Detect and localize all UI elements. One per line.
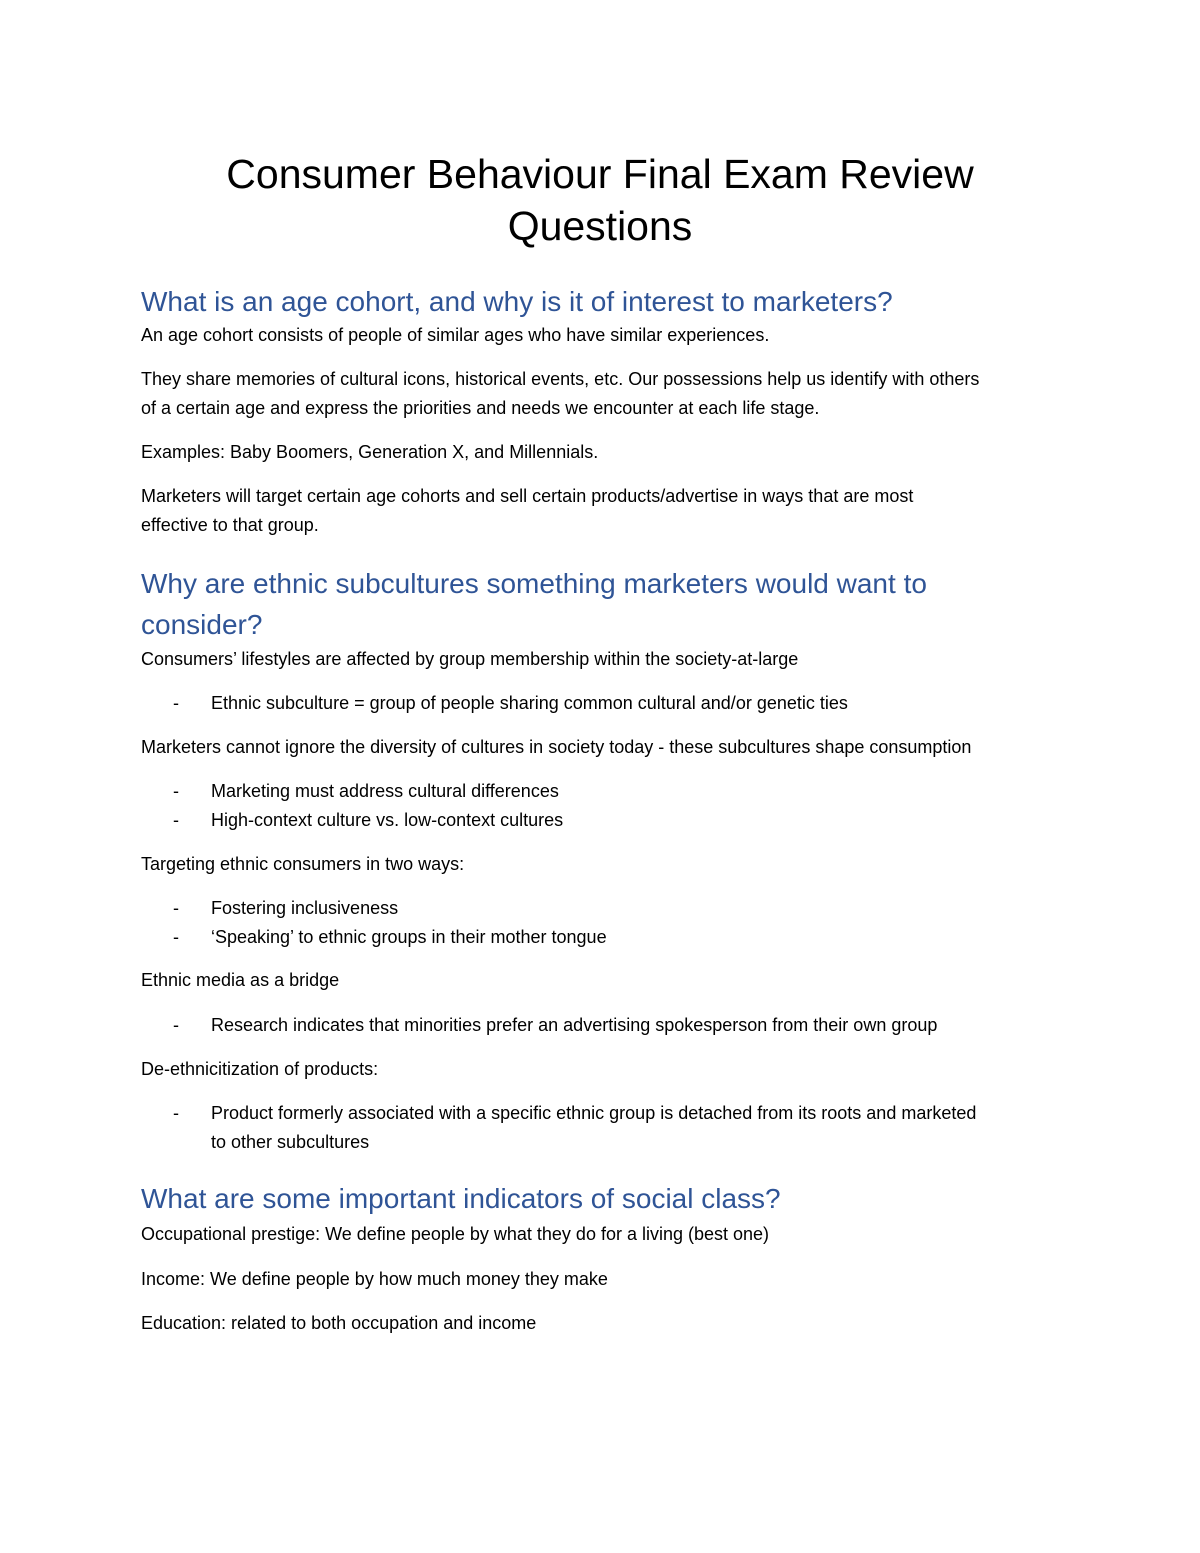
paragraph: Marketers cannot ignore the diversity of cultures in society today - these subcultures shape consumption (141, 737, 972, 757)
paragraph: of a certain age and express the priorities and needs we encounter at each life stage. (141, 398, 820, 418)
list-item-text: Fostering inclusiveness (211, 898, 399, 918)
section-heading-social-class: What are some important indicators of social class? (141, 1183, 781, 1214)
paragraph: Consumers’ lifestyles are affected by group membership within the society-at-large (141, 649, 799, 669)
bullet-dash: - (173, 693, 179, 713)
bullet-dash: - (173, 1015, 179, 1035)
section-heading-age-cohort: What is an age cohort, and why is it of interest to marketers? (141, 286, 893, 317)
list-item-text: ‘Speaking’ to ethnic groups in their mother tongue (211, 927, 607, 947)
paragraph: Marketers will target certain age cohorts and sell certain products/advertise in ways that are most (141, 486, 914, 506)
section-heading-ethnic-subcultures: Why are ethnic subcultures something marketers would want to (141, 568, 927, 599)
bullet-dash: - (173, 810, 179, 830)
list-item-text: Marketing must address cultural differences (211, 781, 559, 801)
paragraph: Targeting ethnic consumers in two ways: (141, 854, 465, 874)
paragraph: They share memories of cultural icons, historical events, etc. Our possessions help us identify with others (141, 369, 980, 389)
bullet-dash: - (173, 898, 179, 918)
paragraph: Education: related to both occupation and income (141, 1313, 537, 1333)
bullet-dash: - (173, 1103, 179, 1123)
list-item-text: Product formerly associated with a specific ethnic group is detached from its roots and marketed (211, 1103, 977, 1123)
title-line-1: Consumer Behaviour Final Exam Review (226, 151, 974, 197)
bullet-dash: - (173, 927, 179, 947)
bullet-dash: - (173, 781, 179, 801)
paragraph: effective to that group. (141, 515, 319, 535)
section-heading-ethnic-subcultures-cont: consider? (141, 609, 263, 640)
title-line-2: Questions (507, 203, 693, 249)
list-item-text: High-context culture vs. low-context cultures (211, 810, 564, 830)
document-title (100, 148, 1100, 252)
paragraph: Examples: Baby Boomers, Generation X, and Millennials. (141, 442, 599, 462)
paragraph: De-ethnicitization of products: (141, 1059, 379, 1079)
paragraph: An age cohort consists of people of similar ages who have similar experiences. (141, 325, 770, 345)
paragraph: Income: We define people by how much money they make (141, 1269, 608, 1289)
list-item-text: Research indicates that minorities prefer an advertising spokesperson from their own group (211, 1015, 938, 1035)
paragraph: Ethnic media as a bridge (141, 970, 340, 990)
list-item-text: Ethnic subculture = group of people sharing common cultural and/or genetic ties (211, 693, 848, 713)
list-item-text: to other subcultures (211, 1132, 370, 1152)
paragraph: Occupational prestige: We define people by what they do for a living (best one) (141, 1224, 770, 1244)
